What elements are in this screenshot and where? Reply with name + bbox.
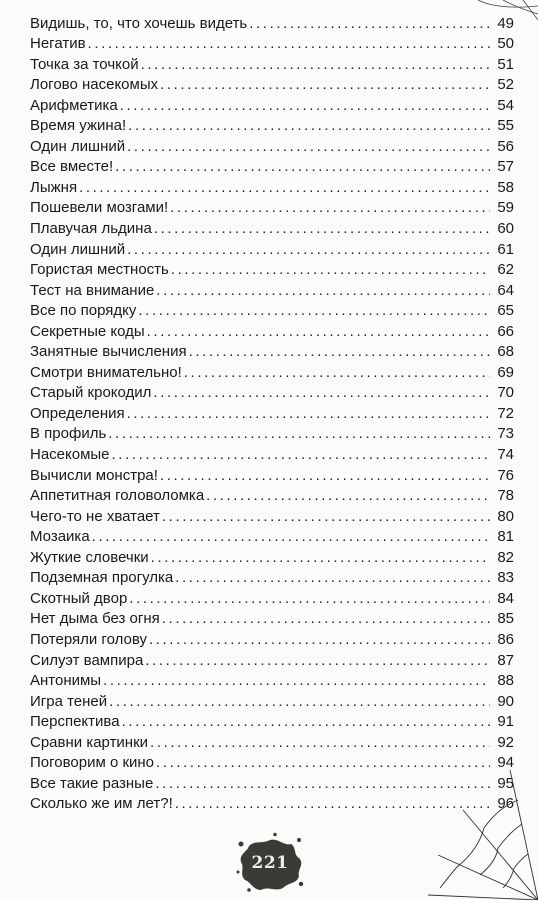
- leader-dots: [128, 117, 490, 135]
- toc-entry: [30, 670, 514, 691]
- toc-entry: [30, 33, 514, 54]
- leader-dots: [109, 693, 490, 711]
- leader-dots: [175, 795, 490, 813]
- toc-entry-title: Занятные вычисления: [30, 343, 187, 361]
- toc-entry-title: Все по порядку: [30, 302, 137, 320]
- toc-entry: [30, 238, 514, 259]
- toc-entry-title: Сравни картинки: [30, 733, 149, 751]
- leader-dots: [112, 446, 490, 464]
- toc-entry: [30, 382, 514, 403]
- toc-entry-page: 62: [497, 261, 514, 279]
- toc-entry-title: Тест на внимание: [30, 281, 155, 299]
- leader-dots: [103, 672, 490, 690]
- toc-entry: [30, 752, 514, 773]
- toc-entry: [30, 793, 514, 814]
- leader-dots: [175, 569, 490, 587]
- toc-entry-title: Смотри внимательно!: [30, 363, 182, 381]
- toc-entry-page: 86: [497, 630, 514, 648]
- toc-entry: [30, 115, 514, 136]
- toc-entry-page: 91: [497, 713, 514, 731]
- toc-entry: [30, 567, 514, 588]
- leader-dots: [145, 652, 490, 670]
- toc-entry-title: Скотный двор: [30, 589, 128, 607]
- toc-entry-page: 78: [497, 487, 514, 505]
- toc-entry-title: Антонимы: [30, 672, 102, 690]
- toc-entry-title: Плавучая льдина: [30, 220, 152, 238]
- toc-entry-page: 52: [497, 76, 514, 94]
- toc-entry: [30, 341, 514, 362]
- toc-entry: [30, 259, 514, 280]
- toc-entry-title: Время ужина!: [30, 117, 127, 135]
- toc-entry-page: 85: [497, 610, 514, 628]
- toc-entry: [30, 690, 514, 711]
- toc-entry-page: 58: [497, 178, 514, 196]
- leader-dots: [171, 261, 490, 279]
- page-number-stamp: [235, 832, 305, 894]
- toc-entry: [30, 628, 514, 649]
- leader-dots: [170, 199, 490, 217]
- leader-dots: [88, 35, 490, 53]
- leader-dots: [141, 56, 490, 74]
- toc-entry-page: 61: [497, 240, 514, 258]
- leader-dots: [138, 302, 490, 320]
- leader-dots: [162, 508, 490, 526]
- toc-entry-page: 59: [497, 199, 514, 217]
- leader-dots: [184, 364, 490, 382]
- toc-entry-title: Поговорим о кино: [30, 754, 155, 772]
- toc-entry-title: Секретные коды: [30, 322, 145, 340]
- leader-dots: [108, 425, 490, 443]
- toc-entry-title: В профиль: [30, 425, 107, 443]
- toc-entry-page: 82: [497, 548, 514, 566]
- toc-entry-page: 81: [497, 528, 514, 546]
- toc-entry-page: 74: [497, 446, 514, 464]
- leader-dots: [115, 158, 490, 176]
- leader-dots: [189, 343, 490, 361]
- toc-entry: [30, 402, 514, 423]
- toc-entry-page: 72: [497, 404, 514, 422]
- toc-entry-page: 56: [497, 137, 514, 155]
- toc-entry-page: 73: [497, 425, 514, 443]
- toc-entry: [30, 135, 514, 156]
- toc-entry-title: Старый крокодил: [30, 384, 152, 402]
- toc-entry: [30, 711, 514, 732]
- toc-entry-page: 57: [497, 158, 514, 176]
- table-of-contents: [30, 12, 514, 813]
- toc-entry-page: 51: [497, 55, 514, 73]
- toc-entry-title: Логово насекомых: [30, 76, 159, 94]
- toc-entry: [30, 320, 514, 341]
- toc-entry-title: Игра теней: [30, 692, 108, 710]
- toc-entry-title: Определения: [30, 404, 125, 422]
- leader-dots: [79, 179, 490, 197]
- toc-entry-title: Арифметика: [30, 96, 118, 114]
- toc-entry: [30, 485, 514, 506]
- toc-entry-title: Чего-то не хватает: [30, 507, 160, 525]
- leader-dots: [156, 754, 490, 772]
- toc-entry: [30, 94, 514, 115]
- leader-dots: [127, 241, 490, 259]
- toc-entry-title: Негатив: [30, 35, 86, 53]
- toc-entry-page: 80: [497, 507, 514, 525]
- toc-entry-page: 66: [497, 322, 514, 340]
- leader-dots: [162, 610, 490, 628]
- leader-dots: [92, 528, 490, 546]
- toc-entry-title: Вычисли монстра!: [30, 466, 158, 484]
- toc-entry-title: Нет дыма без огня: [30, 610, 160, 628]
- toc-entry-title: Подземная прогулка: [30, 569, 174, 587]
- toc-entry-title: Силуэт вампира: [30, 651, 144, 669]
- toc-entry-page: 87: [497, 651, 514, 669]
- toc-entry-title: Перспектива: [30, 713, 120, 731]
- toc-entry: [30, 526, 514, 547]
- toc-entry-page: 94: [497, 754, 514, 772]
- toc-entry: [30, 361, 514, 382]
- toc-entry: [30, 423, 514, 444]
- toc-entry-title: Все вместе!: [30, 158, 114, 176]
- toc-entry: [30, 772, 514, 793]
- toc-entry: [30, 197, 514, 218]
- leader-dots: [156, 282, 490, 300]
- leader-dots: [120, 97, 490, 115]
- toc-entry-page: 68: [497, 343, 514, 361]
- toc-entry-page: 50: [497, 35, 514, 53]
- toc-entry: [30, 74, 514, 95]
- toc-entry-title: Один лишний: [30, 240, 126, 258]
- toc-entry-page: 92: [497, 733, 514, 751]
- toc-entry: [30, 546, 514, 567]
- leader-dots: [127, 138, 490, 156]
- toc-entry: [30, 464, 514, 485]
- leader-dots: [147, 323, 490, 341]
- toc-entry-title: Мозаика: [30, 528, 90, 546]
- toc-entry: [30, 176, 514, 197]
- toc-entry-page: 83: [497, 569, 514, 587]
- toc-entry-page: 60: [497, 220, 514, 238]
- toc-entry: [30, 587, 514, 608]
- toc-entry: [30, 279, 514, 300]
- leader-dots: [127, 405, 490, 423]
- toc-entry-page: 96: [497, 795, 514, 813]
- leader-dots: [154, 220, 490, 238]
- leader-dots: [150, 734, 490, 752]
- page-number: 221: [251, 853, 289, 873]
- toc-entry: [30, 443, 514, 464]
- leader-dots: [155, 775, 490, 793]
- toc-entry: [30, 53, 514, 74]
- toc-entry-title: Один лишний: [30, 137, 126, 155]
- toc-entry-title: Видишь, то, что хочешь видеть: [30, 14, 248, 32]
- toc-entry-page: 54: [497, 96, 514, 114]
- toc-entry-title: Потеряли голову: [30, 630, 147, 648]
- toc-entry-page: 90: [497, 692, 514, 710]
- leader-dots: [249, 15, 490, 33]
- toc-entry-page: 49: [497, 14, 514, 32]
- toc-entry: [30, 156, 514, 177]
- leader-dots: [206, 487, 490, 505]
- toc-entry-page: 88: [497, 672, 514, 690]
- toc-entry: [30, 300, 514, 321]
- toc-entry-title: Аппетитная головоломка: [30, 487, 205, 505]
- toc-entry: [30, 608, 514, 629]
- toc-entry-page: 84: [497, 589, 514, 607]
- toc-entry-page: 55: [497, 117, 514, 135]
- toc-entry: [30, 217, 514, 238]
- toc-entry-title: Сколько же им лет?!: [30, 795, 173, 813]
- toc-entry-title: Жуткие словечки: [30, 548, 149, 566]
- leader-dots: [151, 549, 490, 567]
- toc-entry: [30, 12, 514, 33]
- toc-entry-page: 64: [497, 281, 514, 299]
- leader-dots: [160, 76, 490, 94]
- leader-dots: [153, 384, 490, 402]
- leader-dots: [160, 467, 490, 485]
- toc-entry: [30, 505, 514, 526]
- toc-entry-title: Все такие разные: [30, 774, 154, 792]
- toc-entry-page: 76: [497, 466, 514, 484]
- toc-entry-title: Пошевели мозгами!: [30, 199, 169, 217]
- toc-entry-title: Гористая местность: [30, 261, 169, 279]
- toc-entry: [30, 731, 514, 752]
- toc-entry-page: 95: [497, 774, 514, 792]
- toc-entry-title: Точка за точкой: [30, 55, 139, 73]
- toc-entry-title: Лыжня: [30, 178, 78, 196]
- leader-dots: [149, 631, 490, 649]
- toc-entry-page: 65: [497, 302, 514, 320]
- toc-entry-page: 69: [497, 363, 514, 381]
- toc-entry-page: 70: [497, 384, 514, 402]
- toc-entry-title: Насекомые: [30, 446, 110, 464]
- toc-entry: [30, 649, 514, 670]
- leader-dots: [122, 713, 490, 731]
- leader-dots: [129, 590, 490, 608]
